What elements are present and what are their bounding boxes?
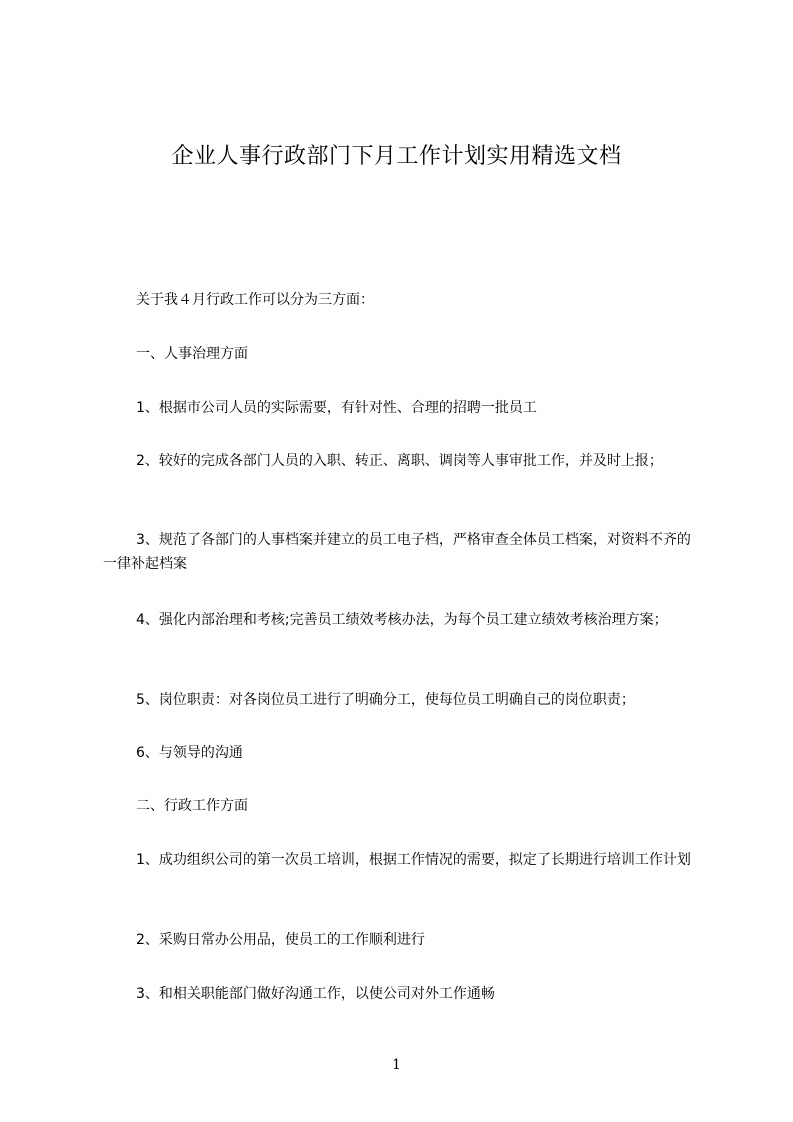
list-item: 5、岗位职责：对各岗位员工进行了明确分工，使每位员工明确自己的岗位职责； <box>136 692 635 708</box>
list-item: 3、规范了各部门的人事档案并建立的员工电子档，严格审查全体员工档案，对资料不齐的一律补起档案 <box>103 532 691 572</box>
section-heading-admin: 二、行政工作方面 <box>136 798 248 814</box>
section-heading-personnel: 一、人事治理方面 <box>136 346 248 362</box>
list-item: 3、和相关职能部门做好沟通工作，以使公司对外工作通畅 <box>136 986 495 1002</box>
document-title: 企业人事行政部门下月工作计划实用精选文档 <box>171 144 622 169</box>
list-item: 2、采购日常办公用品，使员工的工作顺利进行 <box>136 932 425 948</box>
paragraph-intro: 关于我４月行政工作可以分为三方面： <box>136 292 374 308</box>
list-item: 2、较好的完成各部门人员的入职、转正、离职、调岗等人事审批工作，并及时上报； <box>136 453 663 469</box>
list-item: 1、成功组织公司的第一次员工培训，根据工作情况的需要，拟定了长期进行培训工作计划 <box>136 852 691 868</box>
page-number: 1 <box>392 1057 401 1073</box>
list-item: 4、强化内部治理和考核;完善员工绩效考核办法，为每个员工建立绩效考核治理方案； <box>136 612 668 628</box>
list-item: 1、根据市公司人员的实际需要，有针对性、合理的招聘一批员工 <box>136 400 537 416</box>
list-item: 6、与领导的沟通 <box>136 745 243 761</box>
